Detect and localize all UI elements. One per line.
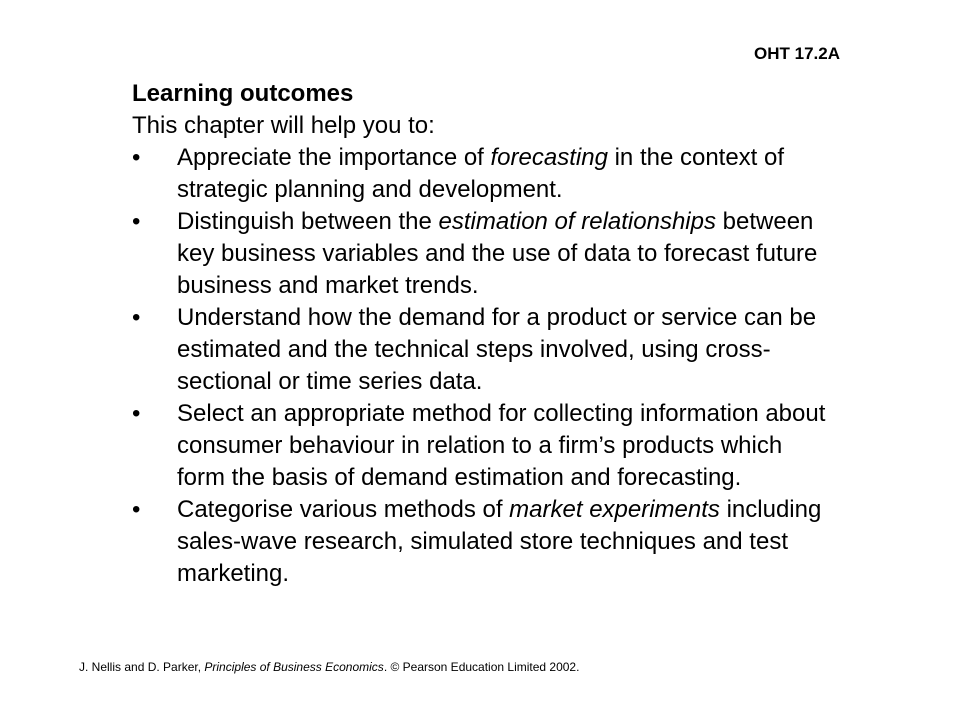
bullet-icon: •	[132, 400, 141, 427]
list-item	[132, 142, 832, 206]
footer-citation	[79, 660, 579, 674]
outcome-text: including sales-wave research, simulated store techniques and test marketing.	[177, 496, 822, 587]
list-item	[132, 494, 832, 590]
bullet-icon: •	[132, 304, 141, 331]
outcome-text: between key business variables and the use of data to forecast future business and market trends.	[177, 208, 818, 299]
outcome-emphasis: estimation of relationships	[438, 208, 716, 235]
learning-outcomes-list	[132, 142, 832, 590]
outcome-text: Understand how the demand for a product or service can be estimated and the technical steps involved, using cross-sectional or time series data.	[177, 304, 817, 395]
bullet-icon: •	[132, 144, 141, 171]
outcome-text: Categorise various methods of	[177, 496, 510, 523]
slide-content	[132, 78, 832, 590]
footer-authors: J. Nellis and D. Parker,	[79, 660, 205, 674]
list-item	[132, 302, 832, 398]
footer-copyright: . © Pearson Education Limited 2002.	[383, 660, 580, 674]
outcome-emphasis: forecasting	[490, 144, 608, 171]
bullet-icon: •	[132, 496, 141, 523]
list-item	[132, 206, 832, 302]
slide-code: OHT 17.2A	[754, 44, 840, 63]
footer-book-title: Principles of Business Economics	[204, 660, 384, 674]
list-item	[132, 398, 832, 494]
outcome-text: Distinguish between the	[177, 208, 439, 235]
bullet-icon: •	[132, 208, 141, 235]
slide-intro: This chapter will help you to:	[132, 112, 435, 139]
outcome-text: Appreciate the importance of	[177, 144, 491, 171]
outcome-text: in the context of strategic planning and development.	[177, 144, 785, 203]
outcome-emphasis: market experiments	[509, 496, 720, 523]
slide-heading: Learning outcomes	[132, 80, 354, 107]
outcome-text: Select an appropriate method for collecting information about consumer behaviour in relation to a firm’s products which form the basis of demand estimation and forecasting.	[177, 400, 826, 491]
